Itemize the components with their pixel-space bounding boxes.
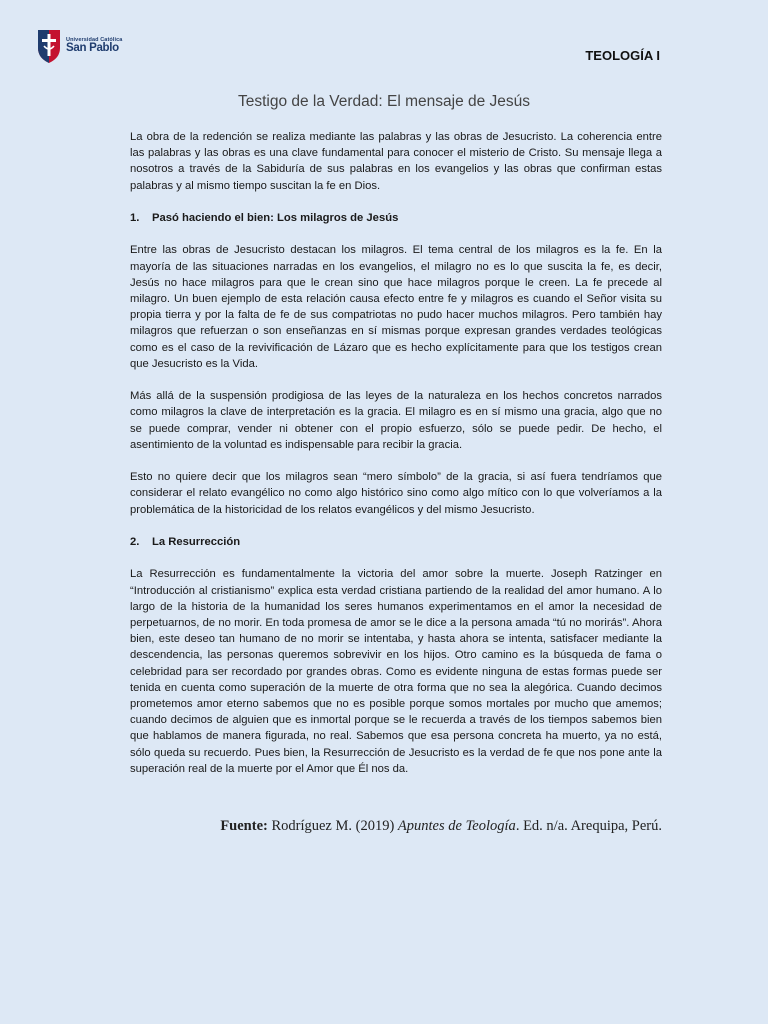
section-number: 1. — [130, 212, 140, 224]
paragraph: La Resurrección es fundamentalmente la victoria del amor sobre la muerte. Joseph Ratzinger en “Introducción al cristianismo” explica esta verdad cristiana partiendo de la realidad del amor humano. A lo largo de la historia de la humanidad los seres humanos experimentamos en el amor la necesidad de perpetuarnos, de no morir. En toda promesa de amor se le dice a la persona amada “tú no morirás”. Ahora bien, este deseo tan humano de no morir se intentaba, y hasta ahora se intenta, satisfacer mediante la descendencia, las personas queremos sobrevivir en los hijos. Otro camino es la búsqueda de fama o celebridad para ser recordado por grandes obras. Como es evidente ninguna de estas formas puede ser tenida en cuenta como superación de la muerte de otra forma que no sea la alegórica. Cuando decimos prometemos amor eterno sabemos que no es posible porque somos mortales por mucho que amemos; cuando decimos de alguien que es inmortal porque se le recuerda a través de los tiempos sabemos bien que hablamos de manera figurada, no real. Sabemos que esa persona concreta ha muerto, ya no está, sólo queda su recuerdo. Pues bien, la Resurrección de Jesucristo es la verdad de fe que nos pone ante la superación real de la muerte por el Amor que Él nos da. — [130, 568, 662, 775]
source-label: Fuente: — [220, 818, 268, 834]
university-logo — [36, 28, 122, 64]
logo-subtitle: Universidad Católica — [66, 36, 123, 43]
section-number: 2. — [130, 536, 140, 548]
paragraph: Esto no quiere decir que los milagros sean “mero símbolo” de la gracia, si así fuera tendríamos que considerar el relato evangélico no como algo histórico sino como algo mítico con lo que volveríamos a la problemática de la historicidad de los relatos evangélicos y del mismo Jesucristo. — [130, 471, 662, 516]
course-title: TEOLOGÍA I — [585, 48, 660, 63]
shield-cross-icon — [36, 28, 62, 64]
paragraph: Más allá de la suspensión prodigiosa de las leyes de la naturaleza en los hechos concretos narrados como milagros la clave de interpretación es la gracia. El milagro es en sí mismo una gracia, algo que no se puede comprar, vender ni obtener con el propio esfuerzo, sólo se puede pedir. De hecho, el asentimiento de la voluntad es indispensable para recibir la gracia. — [130, 390, 662, 451]
section-heading-text: La Resurrección — [152, 536, 241, 548]
section-heading-miracles — [130, 210, 662, 226]
document-title: Testigo de la Verdad: El mensaje de Jesús — [237, 93, 531, 110]
document-body — [130, 129, 662, 793]
intro-paragraph: La obra de la redención se realiza mediante las palabras y las obras de Jesucristo. La coherencia entre las palabras y las obras es una clave fundamental para conocer el misterio de Cristo. Su mensaje llega a nosotros a través de la Sabiduría de sus palabras en los evangelios y las obras que confirman estas palabras y al mismo tiempo suscitan la fe en Dios. — [130, 131, 662, 192]
source-work: Apuntes de Teología — [397, 818, 516, 834]
section-heading-text: Pasó haciendo el bien: Los milagros de Jesús — [152, 212, 399, 224]
source-author: Rodríguez M. (2019) — [267, 818, 398, 834]
paragraph: Entre las obras de Jesucristo destacan los milagros. El tema central de los milagros es la fe. En la mayoría de las situaciones narradas en los evangelios, el milagro no es lo que suscita la fe, es decir, Jesús no hace milagros para que le crean sino que hace milagros porque le creen. La fe precede al milagro. Un buen ejemplo de esta relación causa efecto entre fe y milagros es cuando el Señor visita su propia tierra y por la falta de fe de sus compatriotas no pudo hacer muchos milagros. Pero también hay milagros que refuerzan o son enseñanzas en sí mismas porque expresan grandes verdades teológicas como es el caso de la revivificación de Lázaro que es hecho explícitamente para que los testigos crean que Jesucristo es la Vida. — [130, 244, 662, 370]
logo-name: San Pablo — [66, 42, 119, 54]
source-rest: . Ed. n/a. Arequipa, Perú. — [515, 818, 662, 834]
source-citation — [220, 818, 662, 835]
section-heading-resurrection — [130, 534, 662, 550]
